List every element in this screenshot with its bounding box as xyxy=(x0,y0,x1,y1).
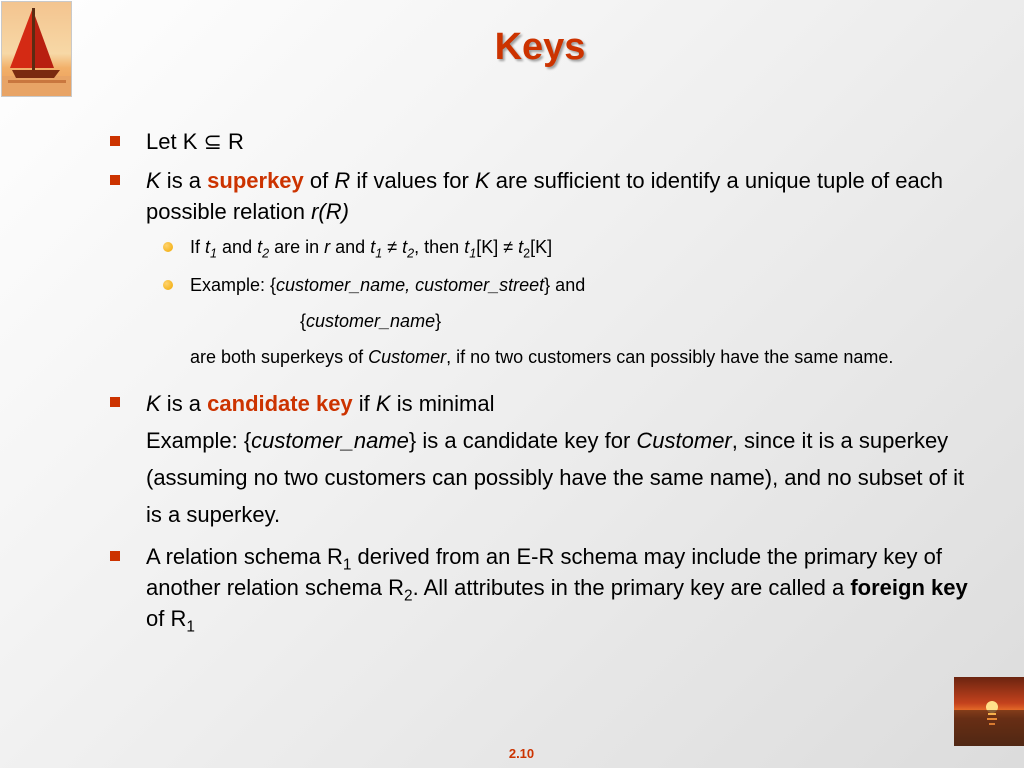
var-k: K xyxy=(146,391,161,416)
attribute-set: customer_name xyxy=(251,428,409,453)
term-candidate-key: candidate key xyxy=(207,391,353,416)
text: Example: { xyxy=(146,428,252,453)
subscript: 2 xyxy=(262,246,270,261)
relation-name: Customer xyxy=(636,428,732,453)
text: [K] xyxy=(476,237,504,257)
text: Let K xyxy=(146,129,204,154)
slide-title: Keys xyxy=(494,26,586,68)
text: , if no two customers can possibly have the same name. xyxy=(446,347,894,367)
text: . All attributes in the primary key are called a xyxy=(412,575,851,600)
var-k: K xyxy=(146,168,161,193)
text: , then xyxy=(414,237,465,257)
text: If xyxy=(190,237,206,257)
round-bullet-icon xyxy=(163,280,173,290)
text: are sufficient to identify a unique tuple of each possible relation xyxy=(146,168,943,224)
var-t: t xyxy=(464,237,470,257)
bullet-candidate-key xyxy=(105,385,985,533)
bullet-let-k-subset-r xyxy=(105,126,985,157)
text: is a xyxy=(160,391,208,416)
var-k: K xyxy=(375,391,391,416)
text: and xyxy=(217,237,258,257)
var-t: t xyxy=(518,237,524,257)
bullet-foreign-key xyxy=(105,541,985,634)
subscript: 2 xyxy=(523,246,531,261)
bullet-superkey-definition xyxy=(105,165,985,375)
subscript: 1 xyxy=(210,246,218,261)
attribute-set: customer_name, customer_street xyxy=(276,275,545,295)
var-t: t xyxy=(257,237,263,257)
var-k: K xyxy=(474,168,490,193)
subscript: 1 xyxy=(469,246,477,261)
text: and xyxy=(330,237,371,257)
square-bullet-icon xyxy=(110,136,120,146)
text: derived from an E-R schema may include the primary key of another relation schema R xyxy=(146,544,942,600)
text: , since it is a superkey (assuming no two customers can possibly have the same name), and no subset of it is a superkey. xyxy=(146,428,965,527)
page-number: 2.10 xyxy=(508,746,535,761)
subscript: 1 xyxy=(375,246,383,261)
relation-name: Customer xyxy=(368,347,447,367)
subscript: 2 xyxy=(407,246,415,261)
text: R xyxy=(221,129,244,154)
text: } xyxy=(435,311,442,331)
var-r: r xyxy=(324,237,331,257)
text: } is a candidate key for xyxy=(408,428,637,453)
text: if xyxy=(352,391,376,416)
text: if values for xyxy=(350,168,475,193)
square-bullet-icon xyxy=(110,175,120,185)
slide-content xyxy=(105,126,985,642)
var-t: t xyxy=(402,237,408,257)
text: { xyxy=(300,311,307,331)
sub-bullet-superkey-example xyxy=(105,267,985,375)
text: of R xyxy=(146,606,187,631)
example-second-set xyxy=(190,303,985,339)
var-t: t xyxy=(205,237,211,257)
subscript: 1 xyxy=(342,556,352,574)
text: Example: { xyxy=(190,275,277,295)
square-bullet-icon xyxy=(110,397,120,407)
subscript: 2 xyxy=(404,587,413,605)
subscript: 1 xyxy=(186,618,195,636)
text: is minimal xyxy=(390,391,495,416)
text: [K] xyxy=(530,237,553,257)
text: } and xyxy=(544,275,586,295)
round-bullet-icon xyxy=(163,242,173,252)
text: are both superkeys of xyxy=(190,347,369,367)
not-equal-symbol: ≠ xyxy=(382,237,403,257)
not-equal-symbol: ≠ xyxy=(503,237,519,257)
text: are in xyxy=(269,237,325,257)
text: of xyxy=(303,168,335,193)
attribute-set: customer_name xyxy=(306,311,436,331)
var-r: R xyxy=(334,168,351,193)
sub-bullet-tuple-condition xyxy=(105,229,985,265)
sunset-image xyxy=(954,677,1024,746)
var-t: t xyxy=(370,237,376,257)
square-bullet-icon xyxy=(110,551,120,561)
var-r-of-r: r(R) xyxy=(311,199,349,224)
text: A relation schema R xyxy=(146,544,343,569)
term-foreign-key: foreign key xyxy=(850,575,968,600)
term-superkey: superkey xyxy=(207,168,304,193)
text: is a xyxy=(160,168,208,193)
subset-symbol: ⊆ xyxy=(203,129,222,154)
